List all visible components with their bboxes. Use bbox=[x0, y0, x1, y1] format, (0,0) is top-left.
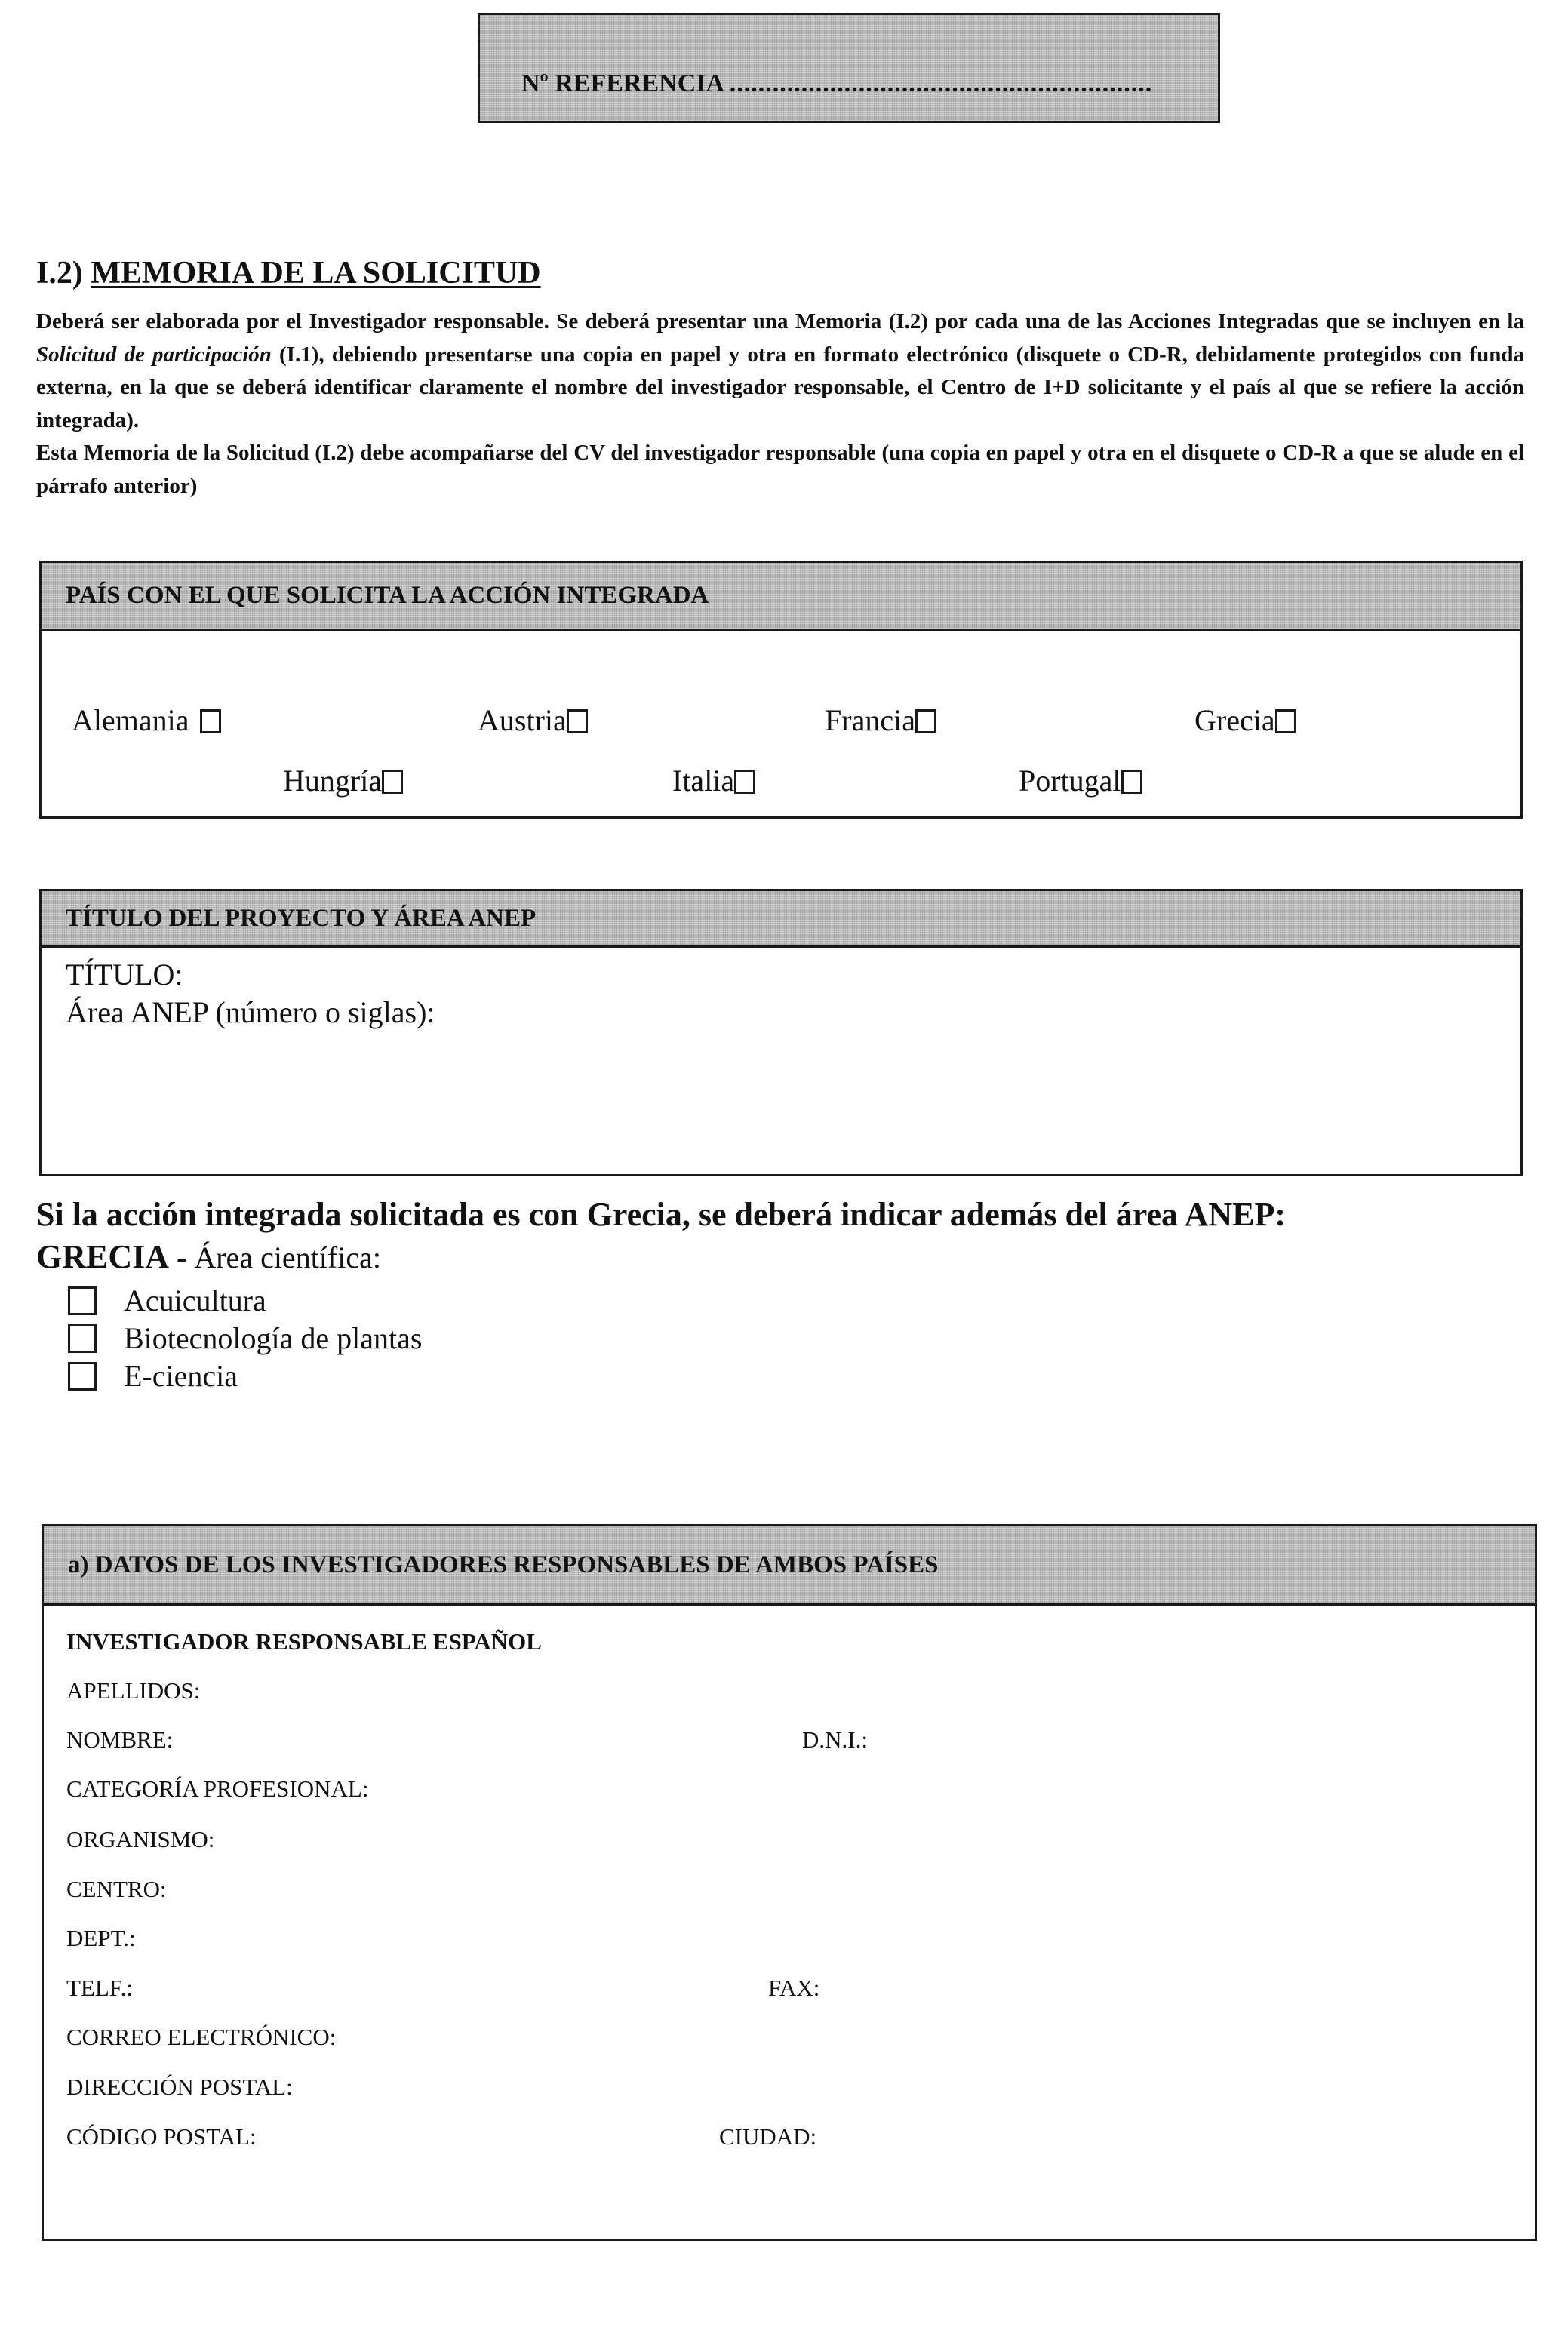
checkbox[interactable] bbox=[68, 1324, 97, 1353]
country-label: Francia bbox=[825, 703, 915, 737]
page-title bbox=[36, 255, 541, 291]
instructions bbox=[36, 306, 1524, 503]
project-title-section-header: TÍTULO DEL PROYECTO Y ÁREA ANEP bbox=[42, 891, 1520, 948]
investigator-subheader: INVESTIGADOR RESPONSABLE ESPAÑOL bbox=[66, 1628, 542, 1655]
country-option-hungria[interactable] bbox=[283, 763, 403, 798]
project-title-fields bbox=[42, 948, 1520, 1174]
country-label: Hungría bbox=[283, 764, 383, 798]
greece-label-bold: GRECIA bbox=[36, 1238, 170, 1275]
greece-area-label: Acuicultura bbox=[124, 1283, 266, 1317]
page-title-text: MEMORIA DE LA SOLICITUD bbox=[91, 256, 541, 290]
greece-area-label bbox=[36, 1237, 381, 1276]
country-section bbox=[39, 561, 1523, 819]
reference-dotted-line: ........................................................... bbox=[729, 69, 1153, 97]
country-option-italia[interactable] bbox=[672, 763, 755, 798]
greece-area-e-ciencia[interactable] bbox=[68, 1358, 238, 1394]
direccion-field[interactable]: DIRECCIÓN POSTAL: bbox=[66, 2073, 293, 2100]
country-label: Grecia bbox=[1194, 703, 1275, 737]
country-option-alemania[interactable] bbox=[72, 702, 221, 738]
greece-area-label: E-ciencia bbox=[124, 1359, 238, 1393]
page-title-number: I.2) bbox=[36, 256, 83, 290]
checkbox[interactable] bbox=[382, 770, 403, 794]
greece-label-rest: - Área científica: bbox=[169, 1240, 381, 1274]
greece-area-label: Biotecnología de plantas bbox=[124, 1321, 423, 1355]
dni-field[interactable]: D.N.I.: bbox=[802, 1726, 868, 1753]
anep-area-field[interactable] bbox=[66, 994, 435, 1030]
instructions-paragraph-2: Esta Memoria de la Solicitud (I.2) debe acompañarse del CV del investigador responsable (una copia en papel y otra en el disquete o CD-R a que se alude en el párrafo anterior) bbox=[36, 441, 1524, 498]
investigator-fields bbox=[44, 1606, 1535, 2239]
instructions-italic-text: Solicitud de participación bbox=[36, 342, 272, 367]
fax-field[interactable]: FAX: bbox=[768, 1975, 820, 2001]
title-field[interactable] bbox=[66, 957, 183, 992]
correo-field[interactable]: CORREO ELECTRÓNICO: bbox=[66, 2024, 337, 2050]
greece-note: Si la acción integrada solicitada es con Grecia, se deberá indicar además del área ANEP: bbox=[36, 1196, 1286, 1233]
checkbox[interactable] bbox=[1121, 770, 1142, 794]
project-title-section bbox=[39, 889, 1523, 1176]
country-label: Portugal bbox=[1019, 764, 1121, 798]
country-option-austria[interactable] bbox=[478, 702, 588, 738]
checkbox[interactable] bbox=[567, 709, 588, 733]
country-options bbox=[42, 631, 1520, 816]
ciudad-field[interactable]: CIUDAD: bbox=[719, 2123, 817, 2150]
nombre-field[interactable]: NOMBRE: bbox=[66, 1726, 174, 1753]
country-label: Alemania bbox=[72, 703, 189, 737]
title-label: TÍTULO: bbox=[66, 958, 183, 991]
telf-field[interactable]: TELF.: bbox=[66, 1975, 133, 2001]
investigators-section-header: a) DATOS DE LOS INVESTIGADORES RESPONSABLES DE AMBOS PAÍSES bbox=[44, 1526, 1535, 1606]
codigo-postal-field[interactable]: CÓDIGO POSTAL: bbox=[66, 2123, 257, 2150]
checkbox[interactable] bbox=[734, 770, 755, 794]
anep-area-label: Área ANEP (número o siglas): bbox=[66, 995, 435, 1029]
checkbox[interactable] bbox=[68, 1362, 97, 1391]
country-option-portugal[interactable] bbox=[1019, 763, 1142, 798]
country-label: Italia bbox=[672, 764, 735, 798]
checkbox[interactable] bbox=[915, 709, 936, 733]
country-label: Austria bbox=[478, 703, 567, 737]
reference-label: Nº REFERENCIA bbox=[521, 69, 724, 97]
country-option-grecia[interactable] bbox=[1194, 702, 1296, 738]
reference-number-field[interactable] bbox=[521, 69, 1152, 98]
dept-field[interactable]: DEPT.: bbox=[66, 1925, 136, 1951]
checkbox[interactable] bbox=[200, 709, 221, 733]
centro-field[interactable]: CENTRO: bbox=[66, 1876, 167, 1902]
checkbox[interactable] bbox=[68, 1286, 97, 1315]
organismo-field[interactable]: ORGANISMO: bbox=[66, 1826, 215, 1852]
investigators-section bbox=[42, 1524, 1537, 2241]
greece-area-acuicultura[interactable] bbox=[68, 1283, 266, 1318]
instructions-text: (I.1), debiendo presentarse una copia en papel y otra en formato electrónico (disquete o CD-R, debidamente protegidos con funda externa, en la que se deberá identificar claramente el nombre del investigador responsable, el Centro de I+D solicitante y el país al que se refiere la acción integrada). bbox=[36, 342, 1524, 432]
checkbox[interactable] bbox=[1275, 709, 1296, 733]
instructions-paragraph-1 bbox=[36, 306, 1524, 437]
apellidos-field[interactable]: APELLIDOS: bbox=[66, 1677, 201, 1704]
instructions-text: Deberá ser elaborada por el Investigador responsable. Se deberá presentar una Memoria (I.2) por cada una de las Acciones Integradas que se incluyen en la bbox=[36, 309, 1524, 334]
greece-area-biotecnologia[interactable] bbox=[68, 1320, 422, 1356]
reference-number-box bbox=[478, 13, 1220, 123]
country-section-header: PAÍS CON EL QUE SOLICITA LA ACCIÓN INTEGRADA bbox=[42, 563, 1520, 631]
categoria-field[interactable]: CATEGORÍA PROFESIONAL: bbox=[66, 1775, 369, 1802]
country-option-francia[interactable] bbox=[825, 702, 936, 738]
